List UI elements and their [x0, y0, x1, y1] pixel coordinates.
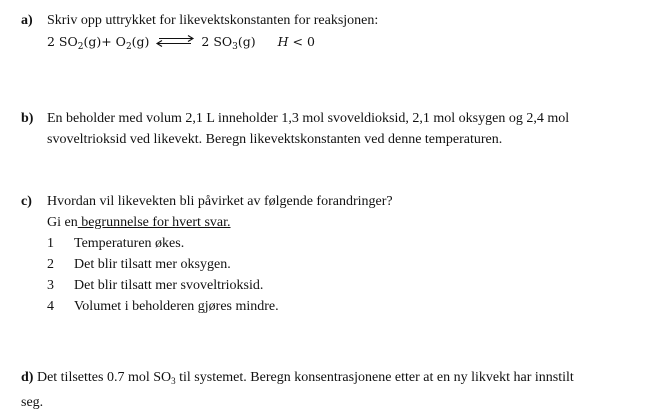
- enthalpy-symbol: H: [277, 34, 289, 49]
- question-b-line1: En beholder med volum 2,1 L inneholder 1,3 mol svoveldioksid, 2,1 mol oksygen og 2,4 mol: [47, 111, 570, 126]
- eq-reactant-so2: 2 $SO_2$: [47, 34, 84, 52]
- question-c-line2-underlined: begrunnelse for hvert svar.: [77, 215, 231, 230]
- question-b-body: [47, 108, 667, 150]
- question-a: [21, 10, 661, 54]
- question-a-text: Skriv opp uttrykket for likevektskonstanten for reaksjonen:: [47, 13, 379, 28]
- eq-state2: (g): [131, 34, 150, 49]
- question-d-line2: seg.: [21, 395, 44, 410]
- question-d: [21, 367, 661, 411]
- question-c-line2-prefix: Gi en: [47, 215, 78, 230]
- question-b-line2: svoveltrioksid ved likevekt. Beregn likevektskonstanten ved denne temperaturen.: [47, 132, 503, 147]
- question-c-line2: [47, 212, 393, 233]
- list-item: 3 Det blir tilsatt mer svoveltrioksid.: [47, 278, 264, 293]
- list-item: 1 Temperaturen økes.: [47, 236, 185, 251]
- list-item: 4 Volumet i beholderen gjøres mindre.: [47, 299, 279, 314]
- eq-o2-sub: 2: [125, 42, 132, 52]
- question-c-body: [47, 191, 393, 317]
- reaction-equation: [47, 31, 378, 58]
- question-a-label: a): [21, 13, 33, 28]
- question-d-line1: [21, 367, 661, 392]
- question-c-label: c): [21, 194, 32, 209]
- question-c-line1: Hvordan vil likevekten bli påvirket av følgende forandringer?: [47, 194, 393, 209]
- question-c: [21, 191, 661, 331]
- question-b: [21, 108, 661, 152]
- question-d-label: d): [21, 370, 34, 385]
- question-d-text-pre: Det tilsettes 0.7 mol SO: [36, 370, 172, 385]
- equilibrium-arrow-icon: [155, 32, 195, 53]
- question-b-label: b): [21, 111, 34, 126]
- question-d-sub: 3: [171, 376, 176, 386]
- eq-product-so3: 2 $SO_3(g)$: [201, 34, 256, 52]
- list-item: 2 Det blir tilsatt mer oksygen.: [47, 257, 231, 272]
- enthalpy-condition: < 0: [292, 34, 315, 49]
- question-d-text-post: til systemet. Beregn konsentrasjonene etter at en ny likvekt har innstilt: [175, 370, 574, 385]
- question-a-body: [47, 10, 378, 58]
- eq-state-plus-o2: (g)+ O: [83, 34, 126, 49]
